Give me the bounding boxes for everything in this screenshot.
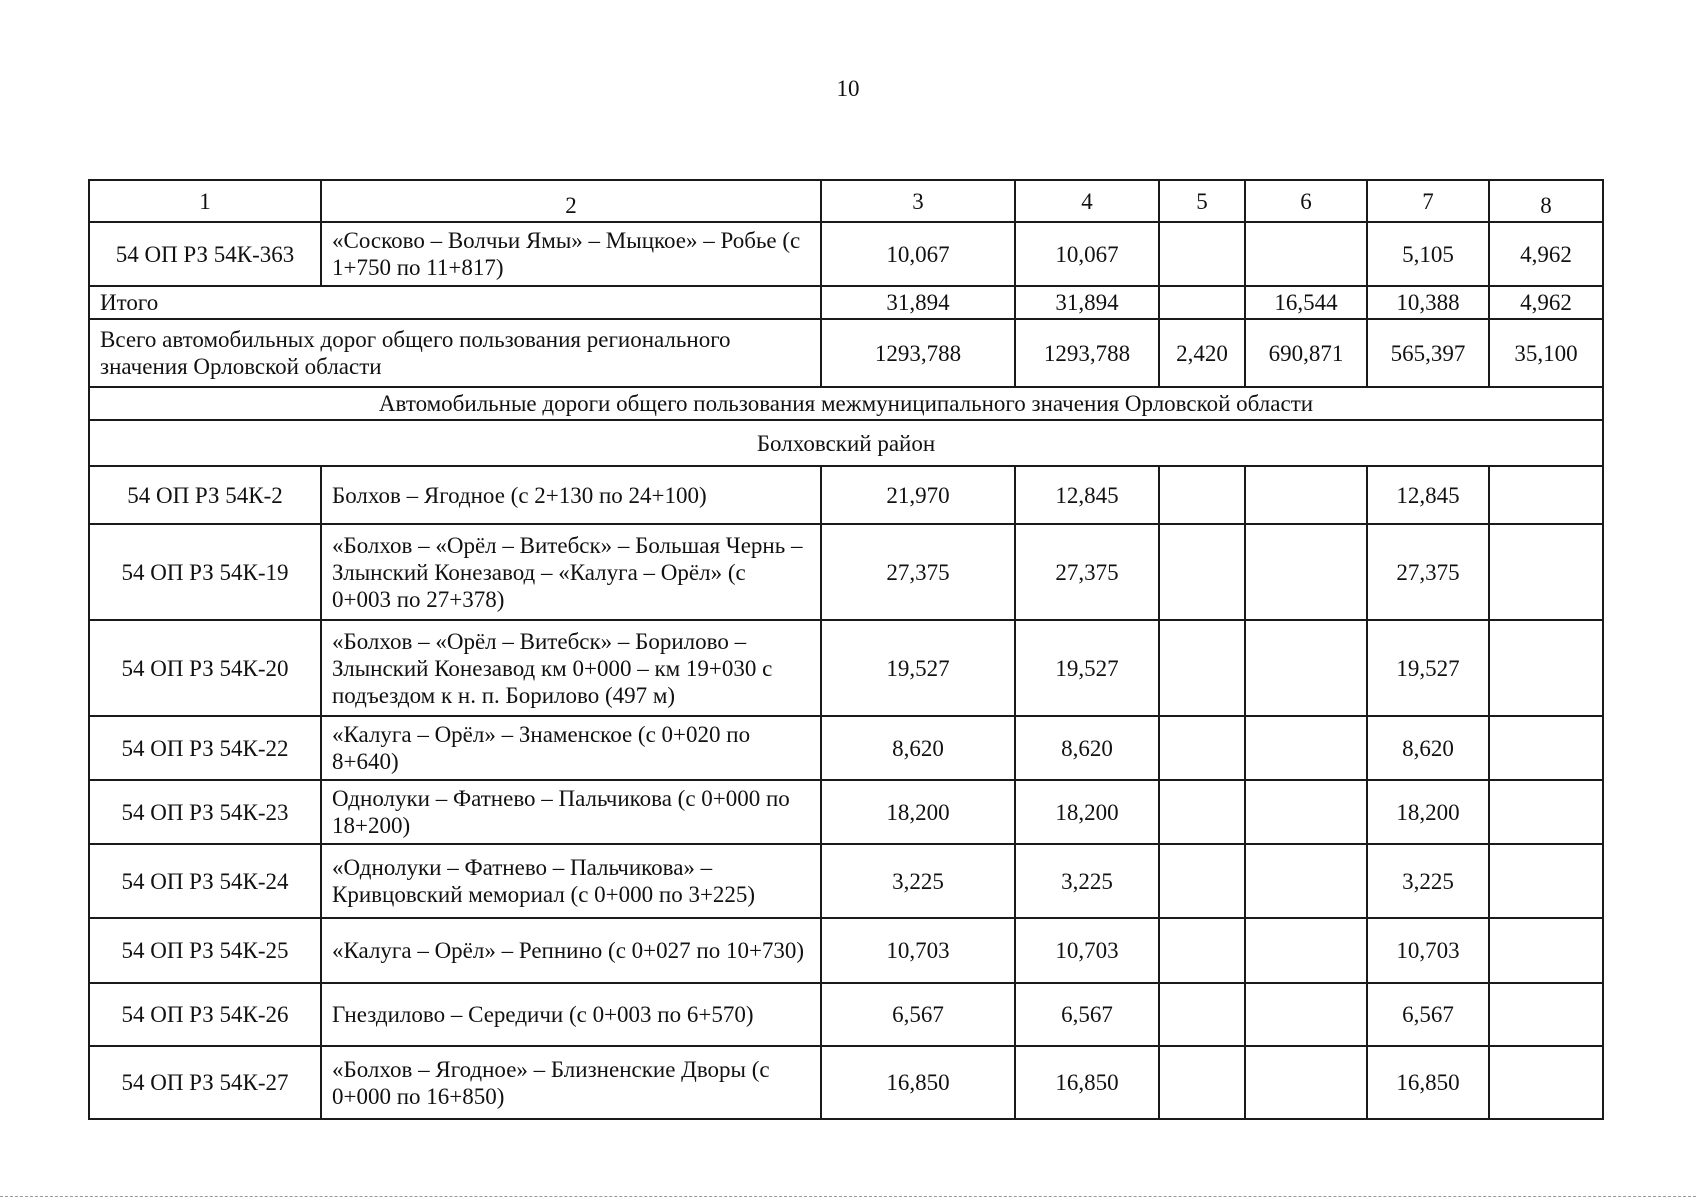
length-col8 bbox=[1489, 844, 1603, 918]
length-col6 bbox=[1245, 844, 1367, 918]
table-row bbox=[89, 222, 1603, 286]
length-col4: 16,850 bbox=[1015, 1046, 1159, 1119]
table-row bbox=[89, 716, 1603, 780]
total-length: 27,375 bbox=[821, 524, 1015, 620]
road-code: 54 ОП РЗ 54К-27 bbox=[89, 1046, 321, 1119]
road-code: 54 ОП РЗ 54К-22 bbox=[89, 716, 321, 780]
length-col4: 10,703 bbox=[1015, 918, 1159, 983]
total-length: 16,850 bbox=[821, 1046, 1015, 1119]
length-col4: 10,067 bbox=[1015, 222, 1159, 286]
road-code: 54 ОП РЗ 54К-20 bbox=[89, 620, 321, 716]
subtotal-row bbox=[89, 286, 1603, 319]
length-col4: 8,620 bbox=[1015, 716, 1159, 780]
table-row bbox=[89, 524, 1603, 620]
column-number: 5 bbox=[1159, 180, 1245, 222]
length-col7: 12,845 bbox=[1367, 466, 1489, 524]
total-length: 6,567 bbox=[821, 983, 1015, 1046]
section-header-row bbox=[89, 387, 1603, 420]
total-length: 18,200 bbox=[821, 780, 1015, 844]
grand-total-col3: 1293,788 bbox=[821, 319, 1015, 387]
road-name: «Сосково – Волчьи Ямы» – Мыцкое» – Робье (с 1+750 по 11+817) bbox=[321, 222, 821, 286]
road-code: 54 ОП РЗ 54К-2 bbox=[89, 466, 321, 524]
length-col8 bbox=[1489, 620, 1603, 716]
table-row bbox=[89, 1046, 1603, 1119]
table-row bbox=[89, 620, 1603, 716]
grand-total-col4: 1293,788 bbox=[1015, 319, 1159, 387]
length-col5 bbox=[1159, 620, 1245, 716]
road-name: «Калуга – Орёл» – Репнино (с 0+027 по 10+730) bbox=[321, 918, 821, 983]
total-length: 19,527 bbox=[821, 620, 1015, 716]
grand-total-col6: 690,871 bbox=[1245, 319, 1367, 387]
total-length: 8,620 bbox=[821, 716, 1015, 780]
grand-total-col5: 2,420 bbox=[1159, 319, 1245, 387]
length-col8 bbox=[1489, 524, 1603, 620]
length-col7: 27,375 bbox=[1367, 524, 1489, 620]
road-name: «Калуга – Орёл» – Знаменское (с 0+020 по 8+640) bbox=[321, 716, 821, 780]
subtotal-col3: 31,894 bbox=[821, 286, 1015, 319]
column-number: 7 bbox=[1367, 180, 1489, 222]
length-col5 bbox=[1159, 1046, 1245, 1119]
section-title: Автомобильные дороги общего пользования межмуниципального значения Орловской области bbox=[89, 387, 1603, 420]
length-col6 bbox=[1245, 222, 1367, 286]
table-row bbox=[89, 780, 1603, 844]
roads-table bbox=[88, 179, 1604, 1120]
table-row bbox=[89, 466, 1603, 524]
length-col6 bbox=[1245, 466, 1367, 524]
length-col8: 4,962 bbox=[1489, 222, 1603, 286]
road-name: «Болхов – «Орёл – Витебск» – Большая Чернь – Злынский Конезавод – «Калуга – Орёл» (с 0+003 по 27+378) bbox=[321, 524, 821, 620]
column-number: 8 bbox=[1489, 180, 1603, 222]
road-code: 54 ОП РЗ 54К-26 bbox=[89, 983, 321, 1046]
length-col4: 19,527 bbox=[1015, 620, 1159, 716]
length-col5 bbox=[1159, 222, 1245, 286]
column-number: 1 bbox=[89, 180, 321, 222]
road-code: 54 ОП РЗ 54К-363 bbox=[89, 222, 321, 286]
length-col5 bbox=[1159, 918, 1245, 983]
grand-total-col8: 35,100 bbox=[1489, 319, 1603, 387]
length-col6 bbox=[1245, 918, 1367, 983]
length-col4: 3,225 bbox=[1015, 844, 1159, 918]
length-col5 bbox=[1159, 466, 1245, 524]
length-col8 bbox=[1489, 1046, 1603, 1119]
column-number: 4 bbox=[1015, 180, 1159, 222]
length-col4: 12,845 bbox=[1015, 466, 1159, 524]
length-col5 bbox=[1159, 983, 1245, 1046]
length-col8 bbox=[1489, 716, 1603, 780]
length-col7: 3,225 bbox=[1367, 844, 1489, 918]
road-name: «Болхов – «Орёл – Витебск» – Борилово – Злынский Конезавод км 0+000 – км 19+030 с подъездом к н. п. Борилово (497 м) bbox=[321, 620, 821, 716]
length-col8 bbox=[1489, 983, 1603, 1046]
subtotal-col6: 16,544 bbox=[1245, 286, 1367, 319]
subtotal-col4: 31,894 bbox=[1015, 286, 1159, 319]
length-col7: 10,703 bbox=[1367, 918, 1489, 983]
length-col7: 5,105 bbox=[1367, 222, 1489, 286]
table-row bbox=[89, 983, 1603, 1046]
road-code: 54 ОП РЗ 54К-19 bbox=[89, 524, 321, 620]
length-col7: 6,567 bbox=[1367, 983, 1489, 1046]
grand-total-row bbox=[89, 319, 1603, 387]
road-name: Гнездилово – Середичи (с 0+003 по 6+570) bbox=[321, 983, 821, 1046]
length-col5 bbox=[1159, 844, 1245, 918]
column-number: 3 bbox=[821, 180, 1015, 222]
road-name: «Однолуки – Фатнево – Пальчикова» – Кривцовский мемориал (с 0+000 по 3+225) bbox=[321, 844, 821, 918]
road-code: 54 ОП РЗ 54К-23 bbox=[89, 780, 321, 844]
length-col8 bbox=[1489, 918, 1603, 983]
total-length: 10,067 bbox=[821, 222, 1015, 286]
subtotal-label: Итого bbox=[89, 286, 821, 319]
subtotal-col8: 4,962 bbox=[1489, 286, 1603, 319]
length-col8 bbox=[1489, 466, 1603, 524]
length-col7: 8,620 bbox=[1367, 716, 1489, 780]
length-col6 bbox=[1245, 716, 1367, 780]
length-col4: 18,200 bbox=[1015, 780, 1159, 844]
length-col7: 19,527 bbox=[1367, 620, 1489, 716]
length-col8 bbox=[1489, 780, 1603, 844]
table-row bbox=[89, 844, 1603, 918]
length-col6 bbox=[1245, 983, 1367, 1046]
column-number-row bbox=[89, 180, 1603, 222]
road-name: «Болхов – Ягодное» – Близненские Дворы (с 0+000 по 16+850) bbox=[321, 1046, 821, 1119]
length-col7: 16,850 bbox=[1367, 1046, 1489, 1119]
length-col6 bbox=[1245, 780, 1367, 844]
road-code: 54 ОП РЗ 54К-24 bbox=[89, 844, 321, 918]
table-row bbox=[89, 918, 1603, 983]
length-col4: 6,567 bbox=[1015, 983, 1159, 1046]
page-number: 10 bbox=[836, 76, 860, 101]
length-col6 bbox=[1245, 1046, 1367, 1119]
length-col5 bbox=[1159, 716, 1245, 780]
district-header-row bbox=[89, 420, 1603, 466]
grand-total-label: Всего автомобильных дорог общего пользования регионального значения Орловской области bbox=[89, 319, 821, 387]
road-name: Болхов – Ягодное (с 2+130 по 24+100) bbox=[321, 466, 821, 524]
column-number: 2 bbox=[321, 180, 821, 222]
subtotal-col5 bbox=[1159, 286, 1245, 319]
total-length: 10,703 bbox=[821, 918, 1015, 983]
total-length: 21,970 bbox=[821, 466, 1015, 524]
road-name: Однолуки – Фатнево – Пальчикова (с 0+000 по 18+200) bbox=[321, 780, 821, 844]
length-col4: 27,375 bbox=[1015, 524, 1159, 620]
road-code: 54 ОП РЗ 54К-25 bbox=[89, 918, 321, 983]
total-length: 3,225 bbox=[821, 844, 1015, 918]
footer-rule bbox=[0, 1196, 1696, 1197]
length-col5 bbox=[1159, 524, 1245, 620]
grand-total-col7: 565,397 bbox=[1367, 319, 1489, 387]
length-col7: 18,200 bbox=[1367, 780, 1489, 844]
length-col5 bbox=[1159, 780, 1245, 844]
length-col6 bbox=[1245, 524, 1367, 620]
district-title: Болховский район bbox=[89, 420, 1603, 466]
length-col6 bbox=[1245, 620, 1367, 716]
column-number: 6 bbox=[1245, 180, 1367, 222]
subtotal-col7: 10,388 bbox=[1367, 286, 1489, 319]
